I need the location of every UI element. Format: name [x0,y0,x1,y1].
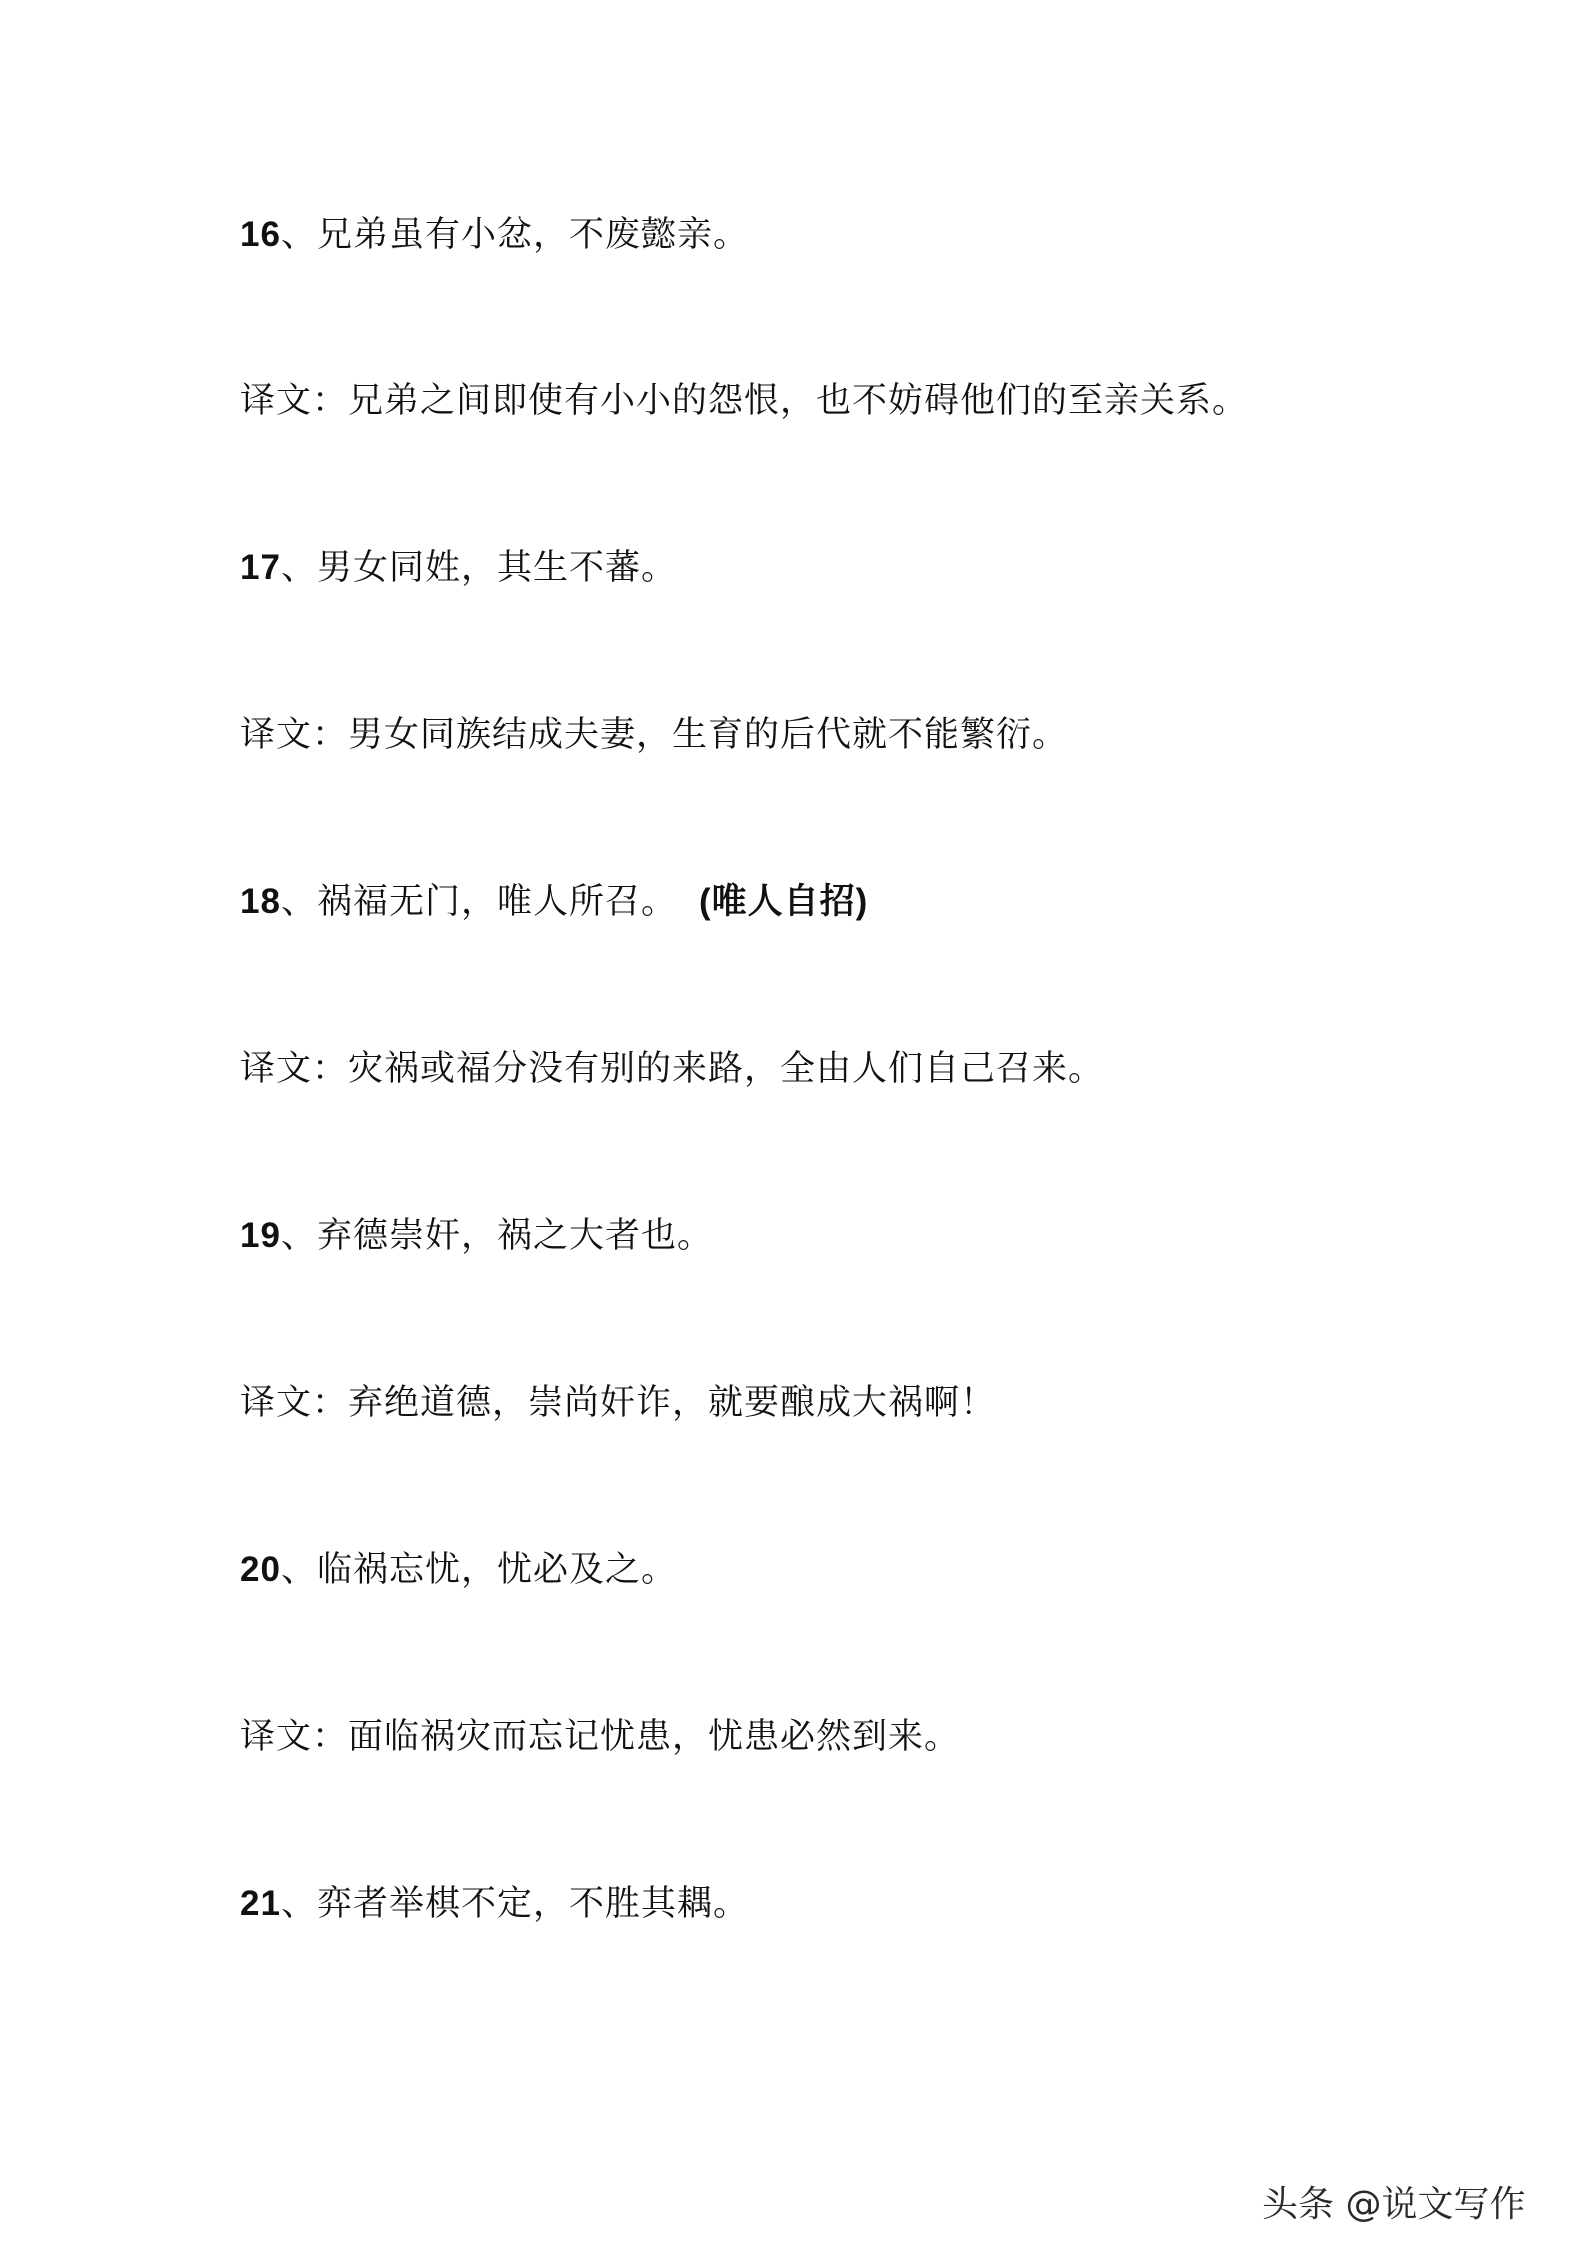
translation-prefix: 译文： [240,1717,349,1757]
translation-text: 兄弟之间即使有小小的怨恨，也不妨碍他们的至亲关系。 [348,381,1249,421]
translation-18 [240,1044,1104,1094]
translation-text: 男女同族结成夫妻，生育的后代就不能繁衍。 [348,715,1069,755]
entry-text: 、弃德崇奸，祸之大者也。 [280,1216,713,1256]
entry-number: 16 [240,215,281,254]
entry-text: 、弈者举棋不定，不胜其耦。 [280,1884,749,1924]
translation-prefix: 译文： [240,1049,349,1089]
translation-prefix: 译文： [240,715,349,755]
entry-16 [240,210,749,260]
translation-text: 弃绝道德，崇尚奸诈，就要酿成大祸啊！ [348,1383,997,1423]
entry-text: 、男女同姓，其生不蕃。 [280,548,677,588]
entry-text: 、兄弟虽有小忿，不废懿亲。 [280,215,749,255]
entry-note: (唯人自招) [698,882,869,921]
entry-number: 19 [240,1216,281,1255]
entry-text: 、祸福无门，唯人所召。 [280,882,677,922]
translation-16 [240,376,1248,426]
entry-number: 18 [240,882,281,921]
translation-text: 面临祸灾而忘记忧患，忧患必然到来。 [348,1717,961,1757]
entry-20 [240,1545,677,1595]
entry-21 [240,1879,749,1929]
entry-number: 20 [240,1550,281,1589]
translation-prefix: 译文： [240,1383,349,1423]
translation-19 [240,1378,996,1428]
entry-number: 21 [240,1884,281,1923]
entry-19 [240,1211,713,1261]
entry-17 [240,543,677,593]
translation-prefix: 译文： [240,381,349,421]
entry-18 [240,877,868,927]
entry-text: 、临祸忘忧，忧必及之。 [280,1550,677,1590]
translation-text: 灾祸或福分没有别的来路，全由人们自己召来。 [348,1049,1105,1089]
watermark: 头条 @说文写作 [1262,2184,1526,2225]
translation-20 [240,1712,960,1762]
entry-number: 17 [240,548,281,587]
translation-17 [240,710,1068,760]
